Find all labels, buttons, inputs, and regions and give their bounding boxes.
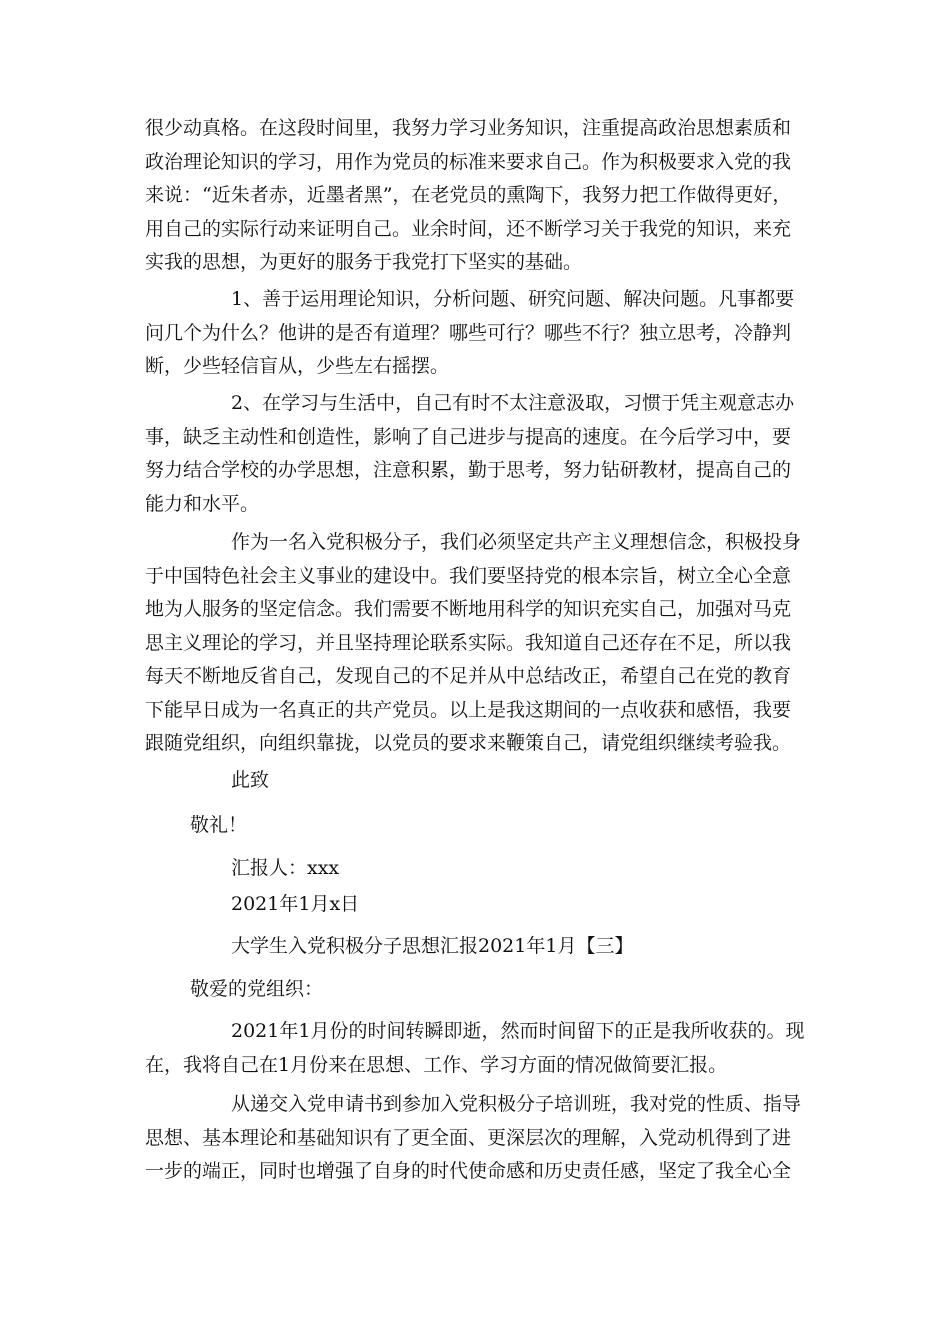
text-line: 在，我将自己在1月份来在思想、工作、学习方面的情况做简要汇报。	[145, 1053, 728, 1076]
text-line: 事，缺乏主动性和创造性，影响了自己进步与提高的速度。在今后学习中，要	[145, 425, 792, 448]
text-line: 实我的思想，为更好的服务于我党打下坚实的基础。	[145, 251, 583, 273]
paragraph-january-summary	[145, 1015, 825, 1082]
closing-text: 此致	[231, 769, 270, 791]
greeting-line: 敬爱的党组织：	[190, 978, 324, 1000]
text-line: 断，少些轻信盲从，少些左右摇摆。	[145, 355, 450, 377]
text-line: 作为一名入党积极分子，我们必须坚定共产主义理想信念，积极投身	[231, 531, 802, 553]
text-line: 一步的端正，同时也增强了自身的时代使命感和历史责任感，坚定了我全心全	[145, 1160, 792, 1182]
section-title: 大学生入党积极分子思想汇报2021年1月【三】	[231, 935, 634, 957]
text-line: 2021年1月份的时间转瞬即逝，然而时间留下的正是我所收获的。现	[231, 1020, 805, 1042]
text-line: 很少动真格。在这段时间里，我努力学习业务知识，注重提高政治思想素质和	[145, 117, 792, 139]
text-line: 于中国特色社会主义事业的建设中。我们要坚持党的根本宗旨，树立全心全意	[145, 564, 792, 587]
paragraph-point-2	[145, 387, 825, 521]
text-line: 问几个为什么？他讲的是否有道理？哪些可行？哪些不行？独立思考，冷静判	[145, 321, 792, 344]
reporter-line: 汇报人：xxx	[231, 857, 340, 879]
date-line: 2021年1月x日	[231, 893, 360, 915]
text-line: 政治理论知识的学习，用作为党员的标准来要求自己。作为积极要求入党的我	[145, 150, 792, 173]
text-line: 每天不断地反省自己，发现自己的不足并从中总结改正，希望自己在党的教育	[145, 665, 792, 687]
text-line: 从递交入党申请书到参加入党积极分子培训班，我对党的性质、指导	[231, 1093, 802, 1115]
paragraph-conclusion	[145, 526, 825, 761]
text-line: 能力和水平。	[145, 492, 260, 515]
text-line: 来说：“近朱者赤，近墨者黑”，在老党员的熏陶下，我努力把工作做得更好，	[145, 184, 792, 206]
text-line: 1、善于运用理论知识，分析问题、研究问题、解决问题。凡事都要	[231, 288, 795, 310]
paragraph-intro-continued	[145, 112, 825, 280]
text-line: 用自己的实际行动来证明自己。业余时间，还不断学习关于我党的知识，来充	[145, 217, 792, 240]
paragraph-party-understanding	[145, 1088, 825, 1189]
text-line: 下能早日成为一名真正的共产党员。以上是我这期间的一点收获和感悟，我要	[145, 698, 792, 721]
text-line: 跟随党组织，向组织靠拢，以党员的要求来鞭策自己，请党组织继续考验我。	[145, 732, 792, 754]
text-line: 思想、基本理论和基础知识有了更全面、更深层次的理解，入党动机得到了进	[145, 1126, 792, 1149]
text-line: 努力结合学校的办学思想，注意积累，勤于思考，努力钻研教材，提高自己的	[145, 459, 792, 481]
salute-text: 敬礼！	[190, 814, 248, 836]
text-line: 地为人服务的坚定信念。我们需要不断地用科学的知识充实自己，加强对马克	[145, 598, 792, 620]
text-line: 2、在学习与生活中，自己有时不太注意汲取，习惯于凭主观意志办	[231, 392, 795, 414]
paragraph-point-1	[145, 283, 825, 384]
text-line: 思主义理论的学习，并且坚持理论联系实际。我知道自己还存在不足，所以我	[145, 631, 792, 654]
